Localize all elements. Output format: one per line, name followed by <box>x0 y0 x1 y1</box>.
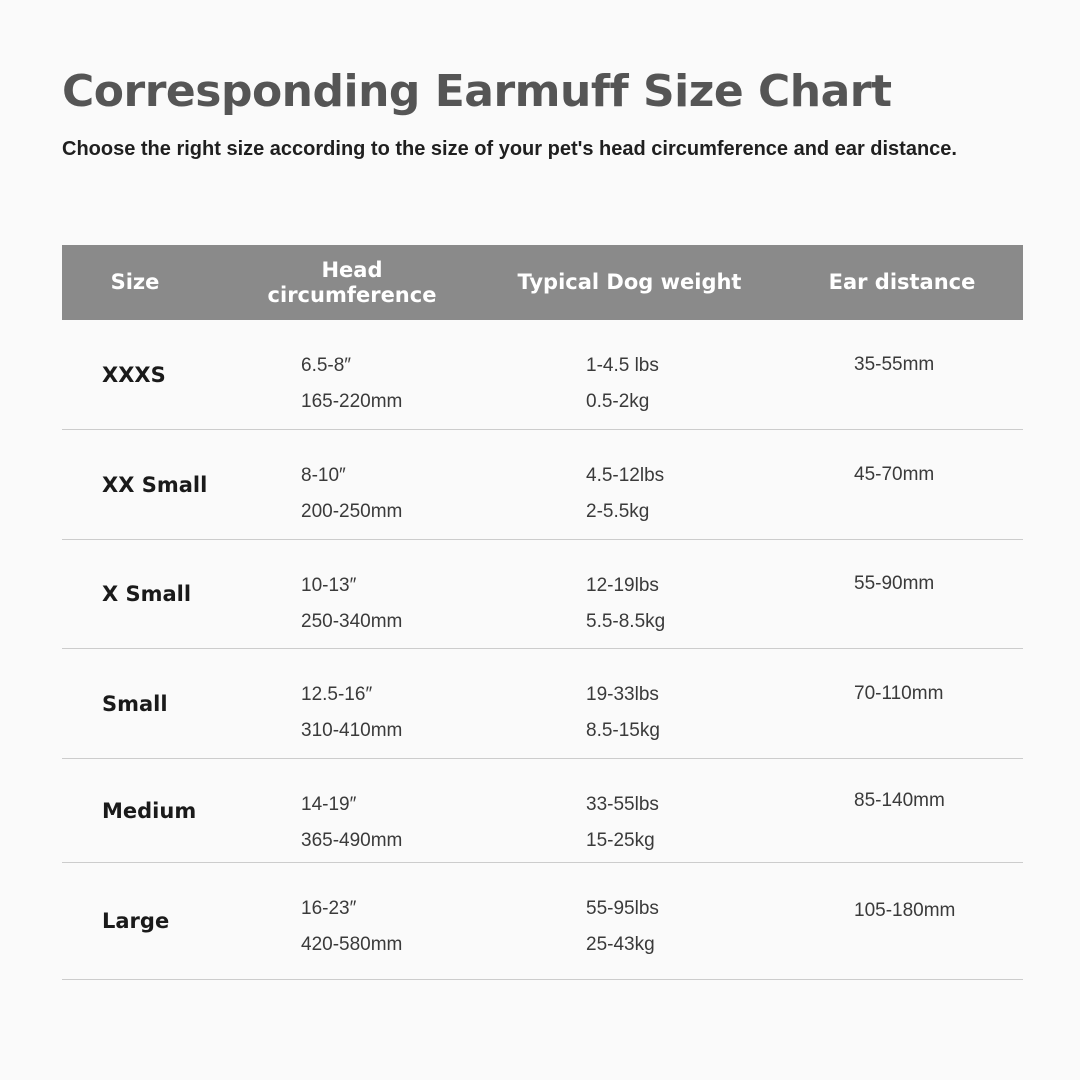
ear-distance-cell: 85-140mm <box>854 789 945 811</box>
table-header <box>62 245 1023 320</box>
head-mm: 365-490mm <box>301 830 403 851</box>
dog-weight-cell <box>586 787 659 859</box>
head-circumference-cell <box>301 787 402 859</box>
ear-distance-cell: 35-55mm <box>854 353 935 375</box>
ear-distance-cell: 105-180mm <box>854 900 956 921</box>
weight-lbs: 55-95lbs <box>586 898 659 919</box>
table-row <box>62 430 1023 540</box>
size-cell: X Small <box>102 582 192 606</box>
table-row <box>62 649 1023 759</box>
size-cell: Large <box>102 909 170 933</box>
page-subtitle: Choose the right size according to the size of your pet's head circumference and ear distance. <box>62 138 957 160</box>
dog-weight-cell <box>586 568 665 640</box>
head-inches: 6.5-8″ <box>301 355 352 376</box>
size-chart-table <box>62 245 1023 980</box>
head-mm: 310-410mm <box>301 720 403 741</box>
dog-weight-cell <box>586 891 659 963</box>
head-circumference-cell <box>301 677 402 749</box>
header-ear-distance: Ear distance <box>828 270 976 294</box>
head-circumference-cell <box>301 891 402 963</box>
head-mm: 200-250mm <box>301 501 403 522</box>
head-inches: 10-13″ <box>301 575 357 596</box>
head-circumference-cell <box>301 568 402 640</box>
dog-weight-cell <box>586 458 664 530</box>
weight-kg: 0.5-2kg <box>586 391 650 412</box>
weight-kg: 15-25kg <box>586 830 655 851</box>
head-mm: 420-580mm <box>301 934 403 955</box>
head-mm: 250-340mm <box>301 611 403 632</box>
size-cell: XX Small <box>102 472 208 497</box>
ear-distance-cell: 70-110mm <box>854 682 944 704</box>
head-inches: 8-10″ <box>301 465 346 486</box>
weight-lbs: 12-19lbs <box>586 575 659 596</box>
head-inches: 14-19″ <box>301 794 357 815</box>
head-circumference-cell <box>301 458 402 530</box>
page-title: Corresponding Earmuff Size Chart <box>62 66 892 117</box>
weight-kg: 2-5.5kg <box>586 501 650 522</box>
weight-kg: 25-43kg <box>586 934 655 955</box>
header-head-circumference: Head circumference <box>267 257 437 307</box>
ear-distance-cell: 55-90mm <box>854 573 935 594</box>
table-row <box>62 863 1023 980</box>
head-inches: 16-23″ <box>301 898 357 919</box>
weight-kg: 8.5-15kg <box>586 720 660 741</box>
ear-distance-cell: 45-70mm <box>854 463 935 485</box>
weight-lbs: 1-4.5 lbs <box>586 355 659 376</box>
size-cell: Medium <box>102 798 197 823</box>
table-body <box>62 320 1023 980</box>
table-row <box>62 759 1023 863</box>
size-cell: Small <box>102 691 168 716</box>
weight-kg: 5.5-8.5kg <box>586 611 666 632</box>
head-circumference-cell <box>301 348 402 420</box>
table-row <box>62 320 1023 430</box>
head-mm: 165-220mm <box>301 391 403 412</box>
head-inches: 12.5-16″ <box>301 684 373 705</box>
header-size: Size <box>110 270 160 294</box>
table-row <box>62 540 1023 649</box>
dog-weight-cell <box>586 348 659 420</box>
weight-lbs: 4.5-12lbs <box>586 465 665 486</box>
weight-lbs: 33-55lbs <box>586 794 659 815</box>
dog-weight-cell <box>586 677 660 749</box>
weight-lbs: 19-33lbs <box>586 684 659 705</box>
header-dog-weight: Typical Dog weight <box>517 270 742 294</box>
size-cell: XXXS <box>102 362 166 387</box>
